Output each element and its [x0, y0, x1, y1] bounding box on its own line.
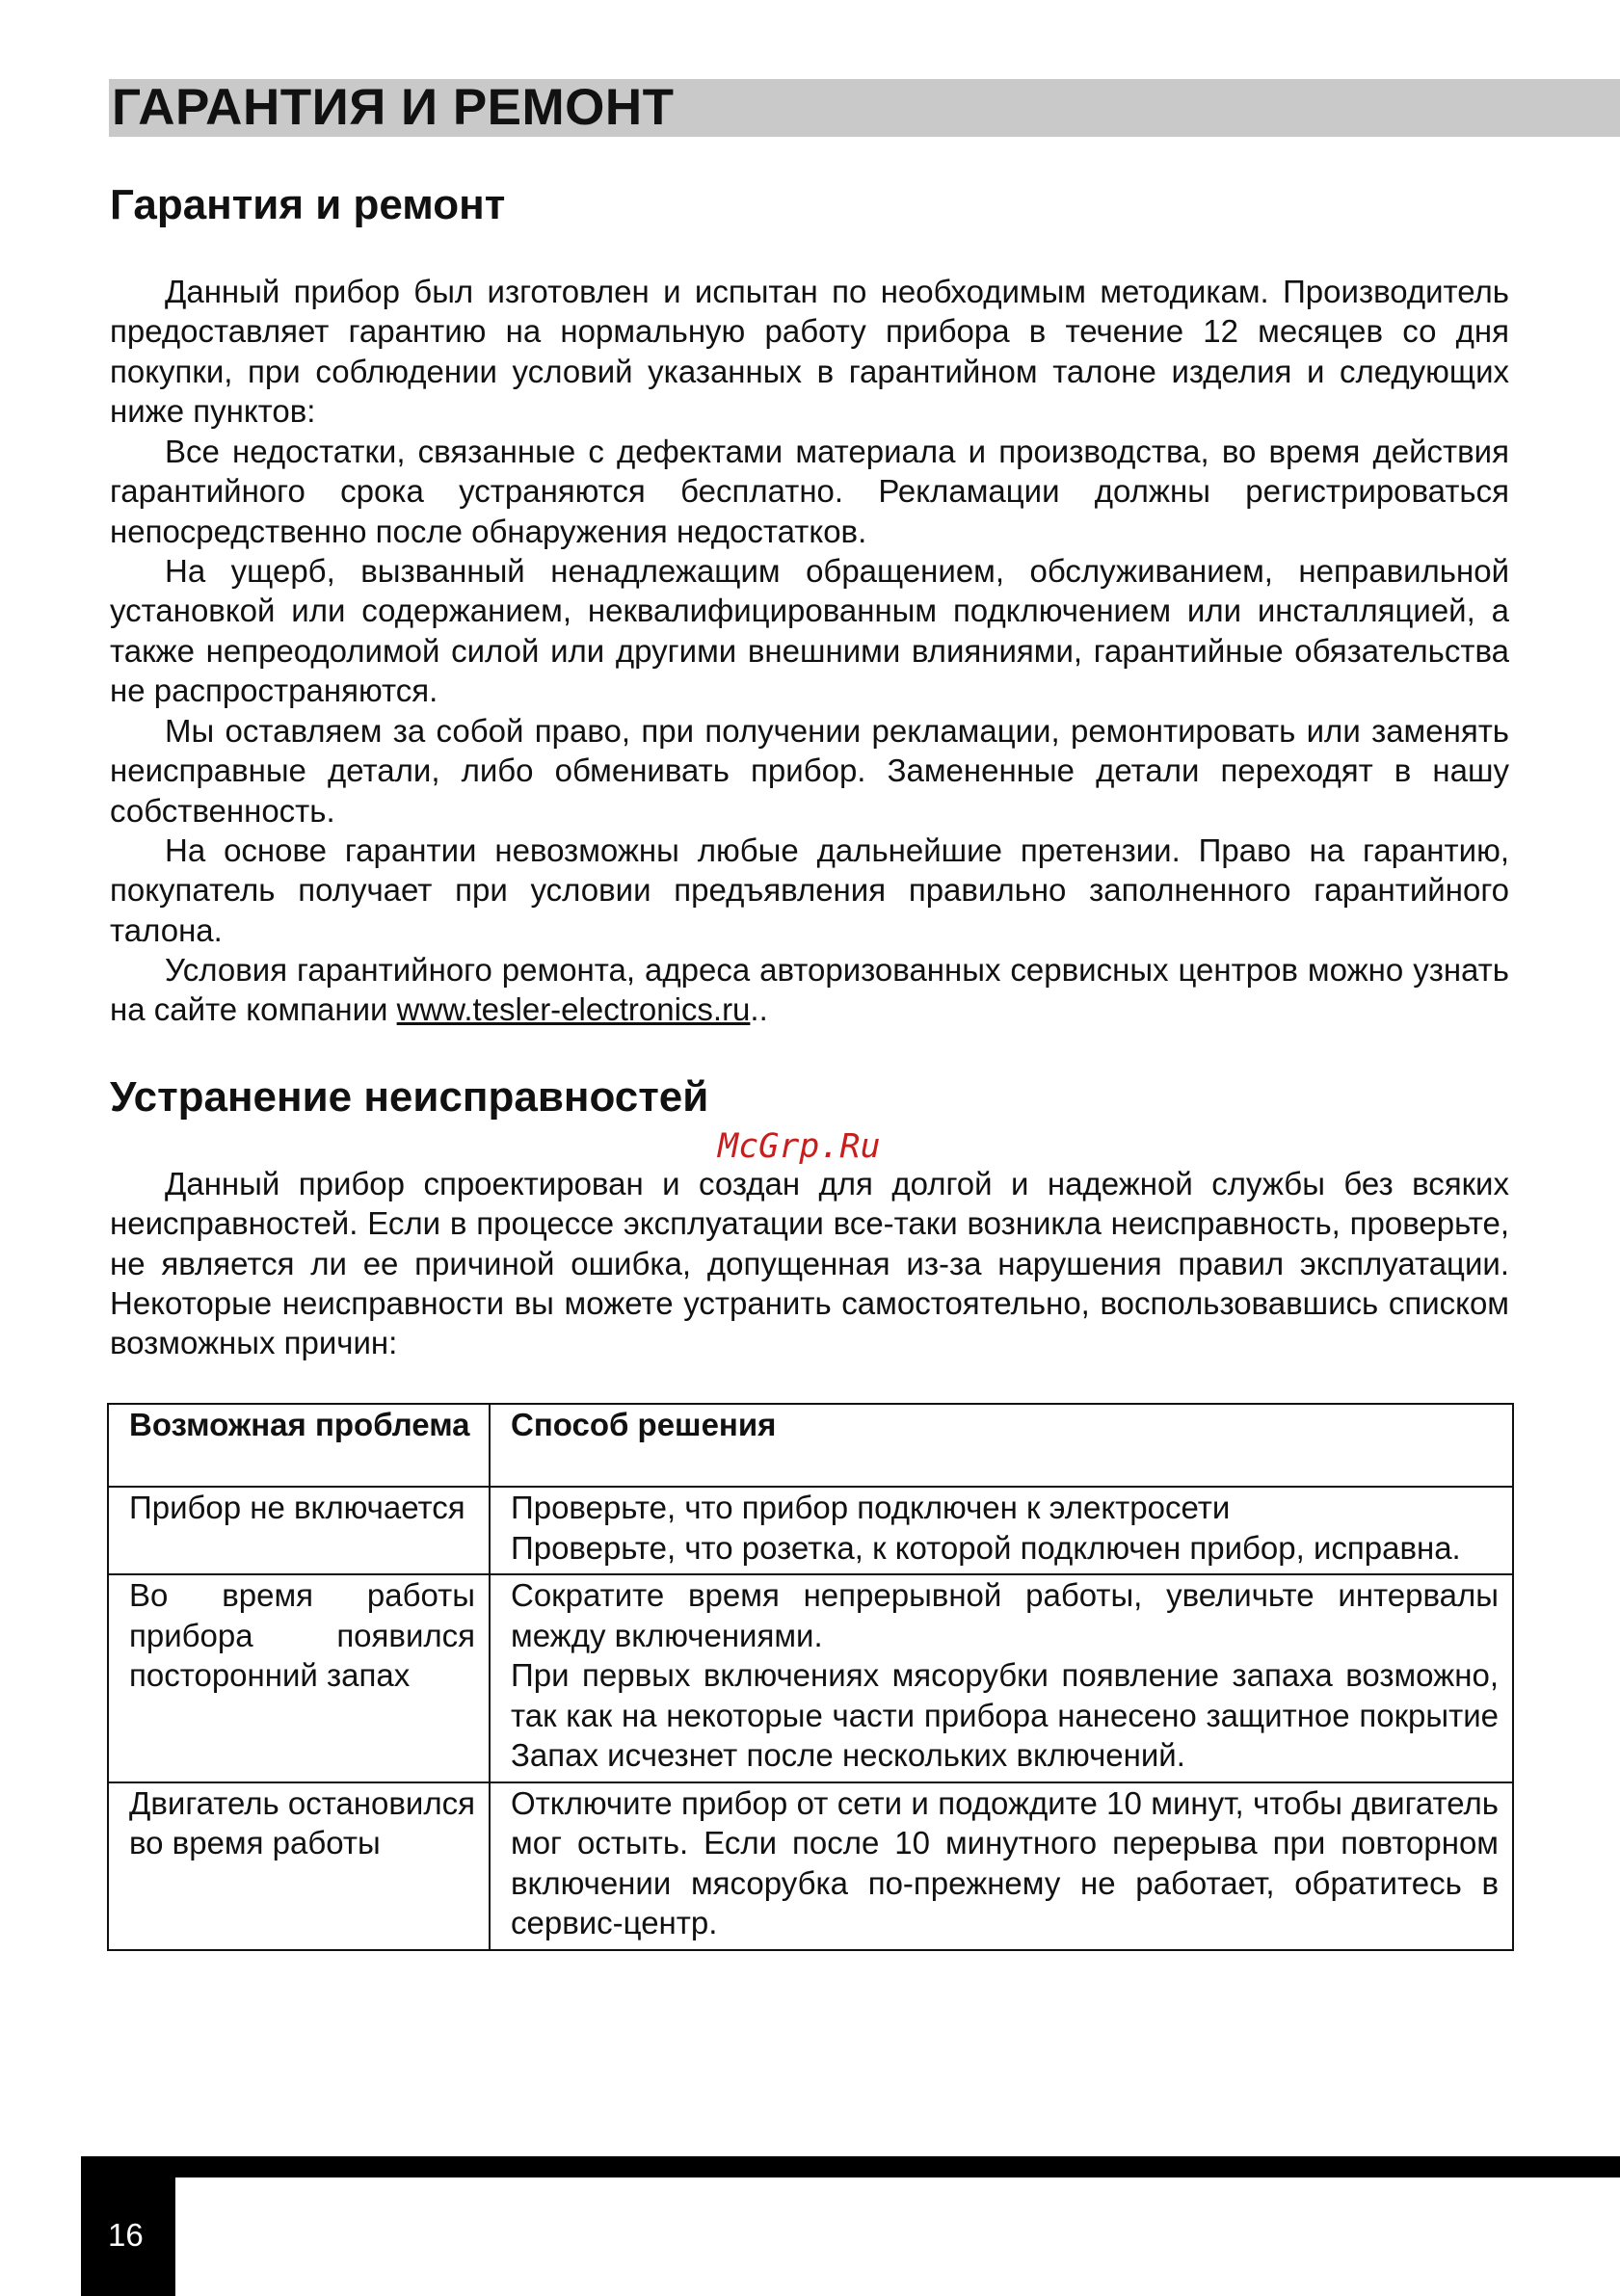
warranty-paragraph: Мы оставляем за собой право, при получении рекламации, ремонтировать или заменять неисправные детали, либо обменивать прибор. Замененные детали переходят в нашу собственность. [110, 713, 1509, 829]
warranty-paragraph: На ущерб, вызванный ненадлежащим обращением, обслуживанием, неправильной установкой или содержанием, неквалифицированным подключением или инсталляцией, а также непреодолимой силой или другими внешними влияниями, гарантийные обязательства не распространяются. [110, 553, 1509, 708]
problem-cell: Двигатель остановился во время работы [108, 1782, 490, 1950]
solution-cell [490, 1782, 1513, 1950]
watermark: McGrp.Ru [718, 1127, 881, 1166]
troubleshooting-table [107, 1403, 1514, 1951]
warranty-paragraph: Все недостатки, связанные с дефектами материала и производства, во время действия гарантийного срока устраняются бесплатно. Рекламации должны регистрироваться непосредственно после обнаружения недостатков. [110, 434, 1509, 549]
warranty-heading: Гарантия и ремонт [110, 181, 506, 228]
table-row [108, 1487, 1513, 1574]
troubleshooting-heading: Устранение неисправностей [110, 1073, 709, 1121]
solution-line: Сократите время непрерывной работы, увеличьте интервалы между включениями. [511, 1577, 1499, 1653]
warranty-service-paragraph [110, 950, 1509, 1030]
solution-line: Проверьте, что прибор подключен к электросети [511, 1490, 1231, 1525]
warranty-paragraph: Данный прибор был изготовлен и испытан по необходимым методикам. Производитель предоставляет гарантию на нормальную работу прибора в течение 12 месяцев со дня покупки, при соблюдении условий указанных в гарантийном талоне изделия и следующих ниже пунктов: [110, 274, 1509, 429]
warranty-paragraph: На основе гарантии невозможны любые дальнейшие претензии. Право на гарантию, покупатель получает при условии предъявления правильно заполненного гарантийного талона. [110, 832, 1509, 948]
troubleshooting-intro: Данный прибор спроектирован и создан для долгой и надежной службы без всяких неисправностей. Если в процессе эксплуатации все-таки возникла неисправность, проверьте, не является ли ее причиной ошибка, допущенная из-за нарушения правил эксплуатации. Некоторые неисправности вы можете устранить самостоятельно, воспользовавшись списком возможных причин: [110, 1166, 1509, 1361]
solution-line: При первых включениях мясорубки появление запаха возможно, так как на некоторые части прибора нанесено защитное покрытие Запах исчезнет после нескольких включений. [511, 1657, 1499, 1773]
solution-cell [490, 1487, 1513, 1574]
problem-cell: Во время работы прибора появился посторонний запах [108, 1574, 490, 1782]
service-text-suffix: .. [750, 991, 768, 1028]
page-number: 16 [108, 2217, 144, 2253]
footer-panel [175, 2177, 1620, 2296]
table-header-row [108, 1404, 1513, 1487]
column-header-solution: Способ решения [490, 1404, 1513, 1487]
solution-cell [490, 1574, 1513, 1782]
service-text: Условия гарантийного ремонта, адреса авторизованных сервисных центров можно узнать на сайте компании [110, 952, 1509, 1028]
table-row [108, 1782, 1513, 1950]
column-header-problem: Возможная проблема [108, 1404, 490, 1487]
solution-line: Отключите прибор от сети и подождите 10 минут, чтобы двигатель мог остыть. Если после 10 минутного перерыва при повторном включении мясорубка по-прежнему не работает, обратитесь в сервис-центр. [511, 1784, 1499, 1940]
website-link[interactable]: www.tesler-electronics.ru [396, 991, 751, 1028]
page-title: ГАРАНТИЯ И РЕМОНТ [112, 79, 675, 136]
table-row [108, 1574, 1513, 1782]
solution-line: Проверьте, что розетка, к которой подключен прибор, исправна. [511, 1529, 1461, 1566]
problem-cell: Прибор не включается [108, 1487, 490, 1574]
